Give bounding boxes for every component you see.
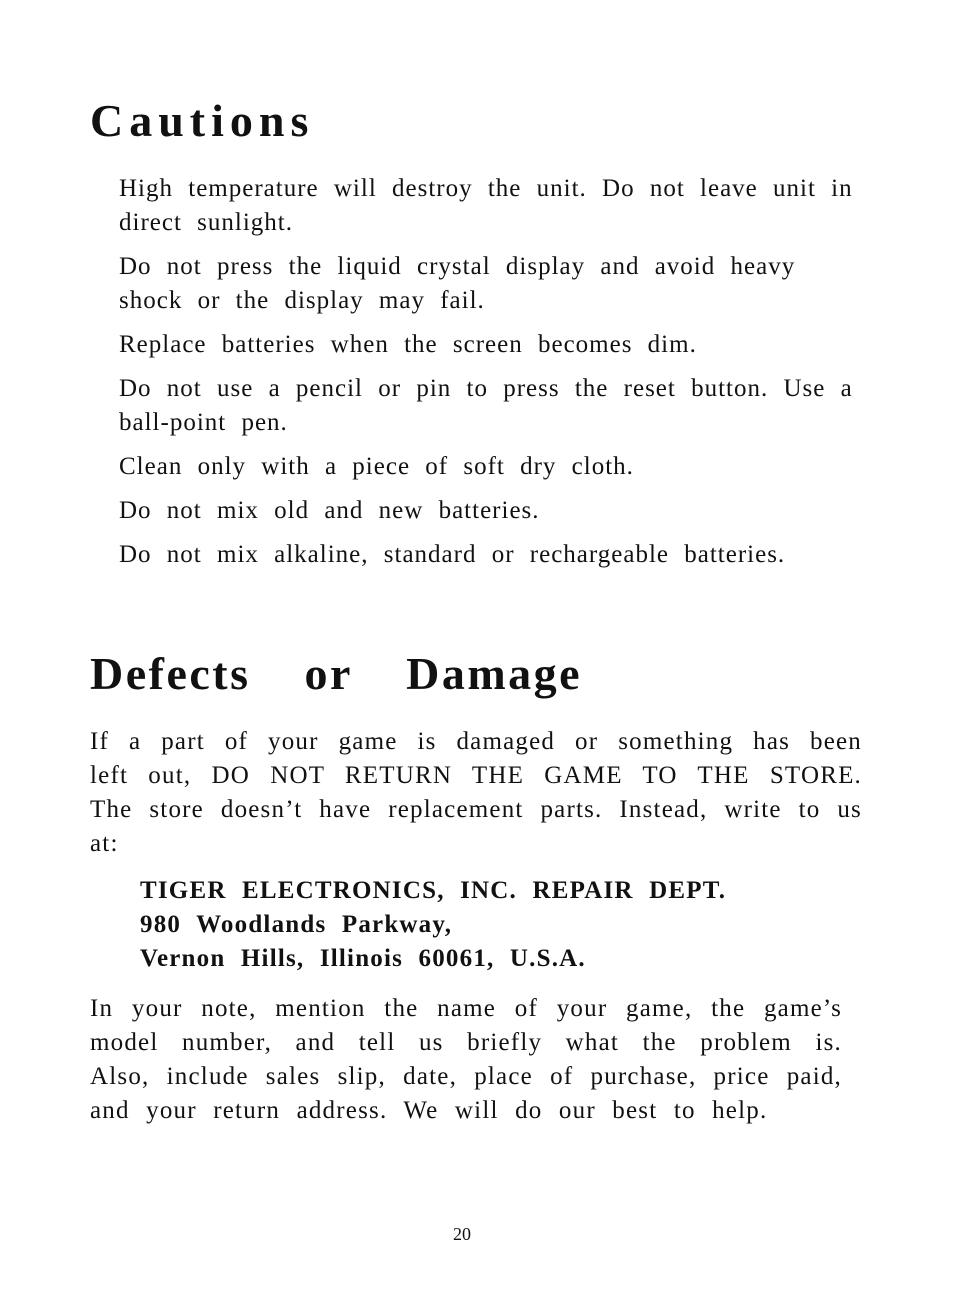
defects-note-paragraph: In your note, mention the name of your game, the game’s model number, and tell us briefly what the problem is. Also, include sales slip, date, place of purchase, price paid, and your return address. We will do our best to help.	[90, 995, 842, 1124]
caution-item-mix-types: Do not mix alkaline, standard or rechargeable batteries.	[119, 541, 786, 568]
caution-item-cleaning: Clean only with a piece of soft dry cloth.	[119, 453, 634, 480]
caution-item-high-temperature: High temperature will destroy the unit. Do not leave unit in direct sunlight.	[119, 175, 853, 236]
defects-intro-paragraph: If a part of your game is damaged or something has been left out, DO NOT RETURN THE GAME TO THE STORE. The store doesn’t have replacement parts. Instead, write to us at:	[90, 728, 862, 857]
address-line-city: Vernon Hills, Illinois 60061, U.S.A.	[140, 945, 586, 972]
address-line-company: TIGER ELECTRONICS, INC. REPAIR DEPT.	[140, 877, 727, 904]
cautions-heading: Cautions	[90, 95, 315, 146]
address-line-street: 980 Woodlands Parkway,	[140, 911, 453, 938]
repair-address	[140, 874, 726, 976]
cautions-list	[119, 172, 854, 582]
page-number: 20	[453, 1224, 471, 1244]
defects-heading: Defects or Damage	[90, 648, 583, 699]
caution-item-replace-batteries: Replace batteries when the screen becomes dim.	[119, 331, 697, 358]
caution-item-lcd-pressure: Do not press the liquid crystal display and avoid heavy shock or the display may fail.	[119, 253, 796, 314]
caution-item-mix-old-new: Do not mix old and new batteries.	[119, 497, 540, 524]
caution-item-reset-button: Do not use a pencil or pin to press the reset button. Use a ball-point pen.	[119, 375, 853, 436]
